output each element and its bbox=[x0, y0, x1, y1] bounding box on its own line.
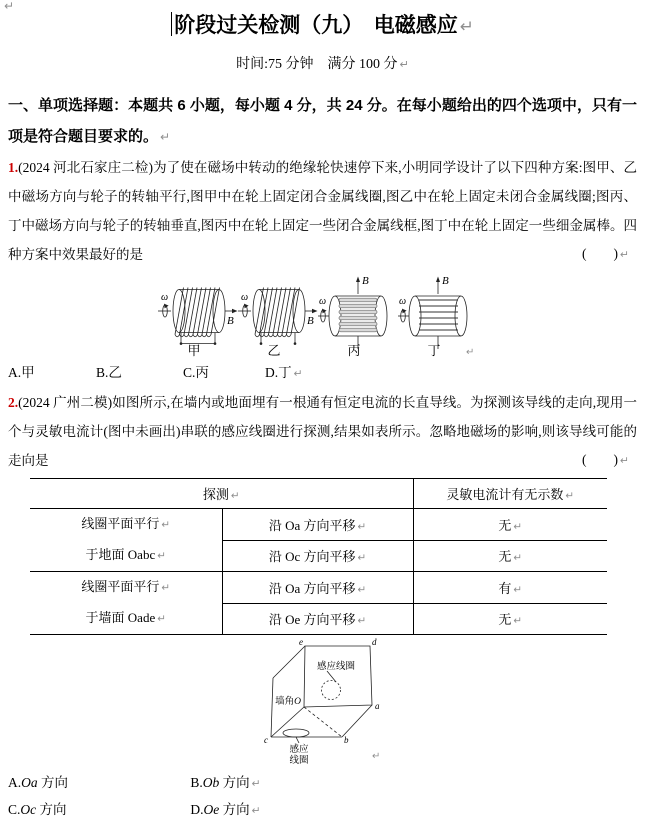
return-mark: ↵ bbox=[357, 615, 367, 628]
question-1-number: 1. bbox=[8, 160, 19, 175]
section-heading-text: 一、单项选择题：本题共 6 小题，每小题 4 分，共 24 分。在每小题给出的四个选项中，只有一项是符合题目要求的。 bbox=[8, 97, 637, 145]
option-a: A.甲 bbox=[8, 365, 35, 380]
answer-parentheses: ( ) bbox=[581, 246, 618, 261]
table-cell-group2-label: 线圈平面平行 ↵ 于墙面 Oade ↵ bbox=[30, 572, 222, 635]
table-header-detect: 探测 ↵ bbox=[30, 479, 413, 509]
options-row-2 bbox=[8, 797, 637, 818]
question-2-figure bbox=[0, 638, 645, 766]
return-mark: ↵ bbox=[513, 615, 523, 628]
detection-table bbox=[30, 478, 607, 635]
return-mark: ↵ bbox=[4, 0, 15, 13]
floor-coil-label-line1: 感应 bbox=[288, 745, 309, 755]
return-mark: ↵ bbox=[619, 454, 629, 467]
return-mark: ↵ bbox=[160, 130, 171, 144]
b-field-label: B bbox=[226, 315, 234, 327]
table-cell-action: 沿 Oc 方向平移 ↵ bbox=[222, 540, 413, 572]
return-mark: ↵ bbox=[157, 613, 166, 625]
option-d: D.Oe 方向 bbox=[190, 802, 250, 817]
b-field-label: B bbox=[361, 275, 369, 287]
return-mark: ↵ bbox=[251, 777, 261, 790]
omega-label: ω bbox=[240, 292, 248, 303]
question-1-figure bbox=[0, 271, 645, 357]
wall-coil-circle bbox=[321, 681, 340, 700]
return-mark: ↵ bbox=[399, 58, 409, 71]
table-header-galvanometer: 灵敏电流计有无示数 ↵ bbox=[413, 479, 607, 509]
floor-coil-ellipse bbox=[283, 729, 309, 737]
table-cell-result: 无 ↵ bbox=[413, 540, 607, 572]
question-1 bbox=[8, 153, 637, 269]
vertex-label-e: e bbox=[298, 638, 303, 647]
coil-diagram-ding bbox=[398, 275, 467, 357]
table-cell-result: 有 ↵ bbox=[413, 572, 607, 604]
return-mark: ↵ bbox=[230, 490, 240, 502]
table-cell-action: 沿 Oe 方向平移 ↵ bbox=[222, 603, 413, 635]
exam-info bbox=[0, 54, 645, 76]
wall-corner-diagram bbox=[248, 638, 398, 766]
omega-label: ω bbox=[398, 296, 406, 307]
return-mark: ↵ bbox=[293, 367, 303, 380]
return-mark: ↵ bbox=[161, 519, 171, 531]
options-row-1 bbox=[8, 770, 637, 797]
text-cursor bbox=[171, 12, 172, 36]
page-title-text: 阶段过关检测（九） 电磁感应 bbox=[174, 14, 458, 37]
table-row bbox=[30, 572, 607, 604]
option-d: D.丁 bbox=[265, 365, 292, 380]
table-cell-result: 无 ↵ bbox=[413, 509, 607, 541]
omega-label: ω bbox=[318, 296, 326, 307]
option-c: C.丙 bbox=[183, 365, 209, 380]
return-mark: ↵ bbox=[357, 520, 367, 533]
question-1-answer-blank bbox=[582, 239, 629, 269]
coil-diagram-yi bbox=[238, 288, 318, 358]
question-1-options bbox=[8, 359, 637, 388]
table-header-row bbox=[30, 479, 607, 509]
wall-coil-label: 感应线圈 bbox=[316, 662, 355, 672]
page-title bbox=[0, 10, 645, 42]
return-mark: ↵ bbox=[465, 347, 474, 357]
question-2-answer-blank bbox=[582, 445, 629, 475]
return-mark: ↵ bbox=[357, 552, 367, 565]
question-2-text: (2024 广州二模)如图所示,在墙内或地面埋有一根通有恒定电流的长直导线。为探测该导线的走向,现用一个与灵敏电流计(图中未画出)串联的感应线圈进行探测,结果如表所示。忽略地磁场的影响,则该导线可能的走向是 bbox=[8, 395, 637, 468]
b-field-label: B bbox=[441, 275, 449, 287]
option-b: B.乙 bbox=[96, 365, 122, 380]
b-field-label: B bbox=[306, 315, 314, 327]
question-2 bbox=[8, 388, 637, 475]
table-cell-action: 沿 Oa 方向平移 ↵ bbox=[222, 509, 413, 541]
floor-coil-label-line2: 线圈 bbox=[288, 756, 309, 766]
vertex-label-d: d bbox=[371, 638, 376, 647]
return-mark: ↵ bbox=[157, 550, 166, 562]
option-b: B.Ob 方向 bbox=[190, 775, 250, 790]
table-cell-group1-label: 线圈平面平行 ↵ 于地面 Oabc ↵ bbox=[30, 509, 222, 572]
return-mark: ↵ bbox=[459, 16, 474, 36]
caption-ding: 丁 bbox=[426, 343, 441, 357]
table-cell-result: 无 ↵ bbox=[413, 603, 607, 635]
option-c: C.Oc 方向 bbox=[8, 802, 67, 817]
corner-label: 墙角O bbox=[274, 697, 301, 707]
vertex-label-a: a bbox=[374, 701, 379, 711]
coil-diagram-jia bbox=[158, 288, 238, 358]
answer-parentheses: ( ) bbox=[581, 452, 618, 467]
question-1-text: (2024 河北石家庄二检)为了使在磁场中转动的绝缘轮快速停下来,小明同学设计了以下四种方案:图甲、乙中磁场方向与轮子的转轴平行,图甲中在轮上固定闭合金属线圈,图乙中在轮上固定未闭合金属线圈;图丙、丁中磁场方向与轮子的转轴垂直,图丙中在轮上固定一些闭合金属线框,图丁中在轮上固定一些细金属棒。四种方案中效果最好的是 bbox=[8, 160, 637, 262]
return-mark: ↵ bbox=[513, 552, 523, 565]
return-mark: ↵ bbox=[513, 583, 523, 596]
vertex-label-c: c bbox=[263, 735, 268, 745]
coil-diagram-bing bbox=[318, 275, 387, 357]
question-2-number: 2. bbox=[8, 395, 19, 410]
return-mark: ↵ bbox=[251, 804, 261, 817]
section-heading bbox=[8, 90, 637, 153]
return-mark: ↵ bbox=[161, 582, 171, 594]
return-mark: ↵ bbox=[565, 490, 575, 502]
omega-label: ω bbox=[160, 292, 168, 303]
table-cell-action: 沿 Oa 方向平移 ↵ bbox=[222, 572, 413, 604]
question-2-options bbox=[8, 770, 637, 818]
return-mark: ↵ bbox=[371, 751, 380, 762]
return-mark: ↵ bbox=[619, 248, 629, 261]
return-mark: ↵ bbox=[357, 583, 367, 596]
caption-jia: 甲 bbox=[186, 343, 201, 357]
option-a: A.Oa 方向 bbox=[8, 775, 68, 790]
caption-bing: 丙 bbox=[346, 343, 361, 357]
table-row bbox=[30, 509, 607, 541]
caption-yi: 乙 bbox=[266, 343, 281, 357]
return-mark: ↵ bbox=[513, 520, 523, 533]
vertex-label-b: b bbox=[343, 735, 348, 745]
coil-diagrams bbox=[156, 271, 490, 357]
exam-info-text: 时间:75 分钟 满分 100 分 bbox=[236, 57, 398, 72]
